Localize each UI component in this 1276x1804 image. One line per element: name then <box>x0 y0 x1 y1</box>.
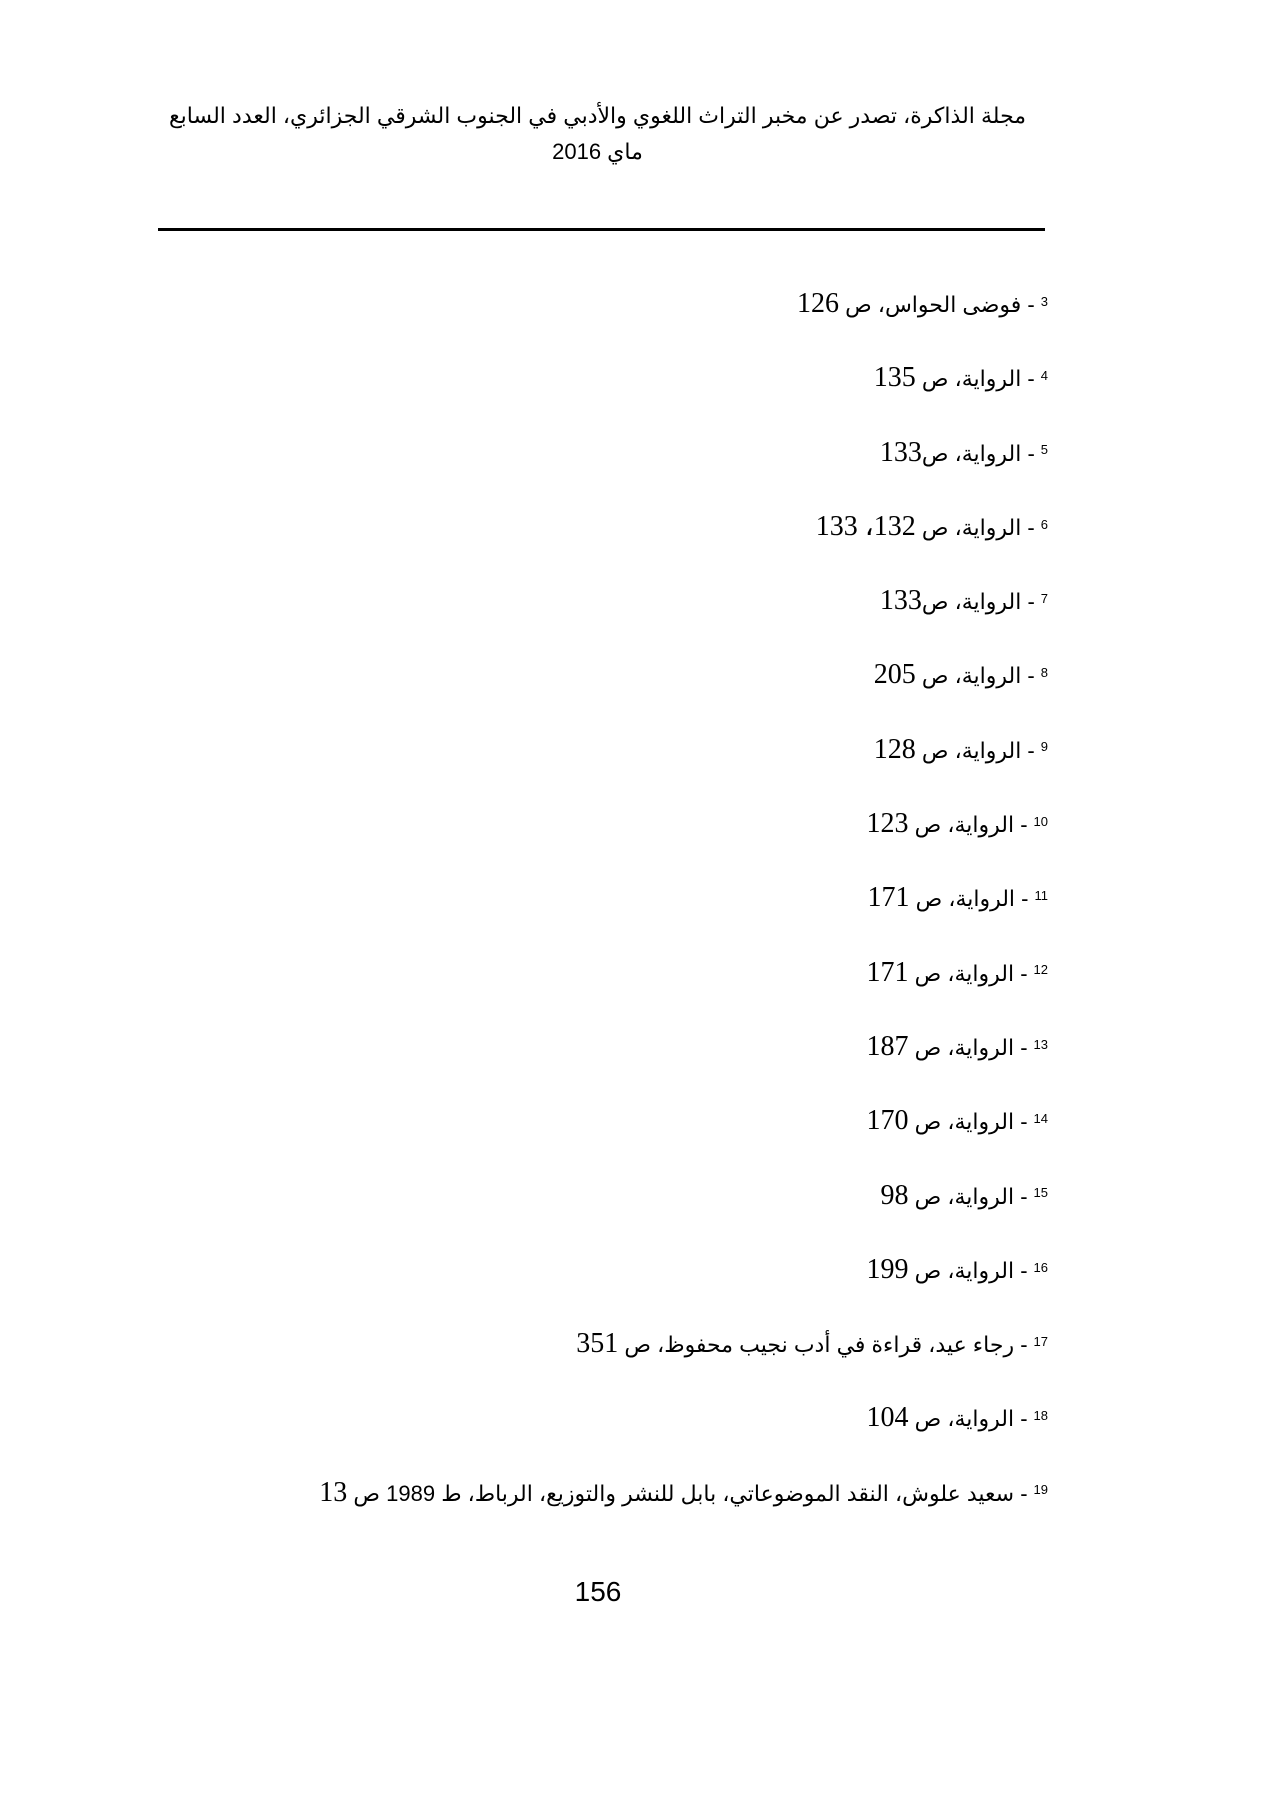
footnote-text: - الرواية، ص <box>908 1034 1028 1060</box>
footnote-text: - الرواية، ص <box>908 1406 1028 1432</box>
footnote-number: 10 <box>1033 813 1048 829</box>
footnote-text: - الرواية، ص <box>915 514 1035 540</box>
footnote-number: 16 <box>1033 1259 1048 1275</box>
footnote-number: 11 <box>1034 888 1048 904</box>
footnote-page-ref: 199 <box>866 1253 909 1285</box>
footnote-text: - الرواية، ص <box>921 440 1035 466</box>
footnote-page-ref: 171 <box>867 882 910 914</box>
footnote-number: 7 <box>1040 590 1048 606</box>
footnote-item <box>148 1467 1048 1541</box>
footnote-item <box>148 278 1048 352</box>
footnote-page-ref: 133 <box>879 585 922 617</box>
header-divider <box>158 228 1045 231</box>
footnote-number: 9 <box>1040 739 1048 755</box>
footnote-item <box>148 798 1048 872</box>
footnote-page-ref: 13 <box>319 1476 348 1508</box>
footnote-page-ref: 126 <box>797 288 840 319</box>
footnote-number: 18 <box>1033 1408 1048 1424</box>
footnote-page-ref: 98 <box>880 1179 909 1211</box>
footnote-item <box>148 501 1048 575</box>
journal-title-line: مجلة الذاكرة، تصدر عن مخبر التراث اللغوي والأدبي في الجنوب الشرقي الجزائري، العدد السابع <box>168 103 1027 128</box>
footnote-item <box>148 1244 1048 1318</box>
footnote-item <box>148 575 1048 649</box>
footnote-page-ref: 133 <box>879 436 922 468</box>
footnote-text: - الرواية، ص <box>915 663 1035 689</box>
footnote-number: 4 <box>1040 367 1048 383</box>
footnote-item <box>148 724 1048 798</box>
footnote-text: - الرواية، ص <box>908 1109 1028 1135</box>
footnote-text: - الرواية، ص <box>908 812 1028 838</box>
footnote-number: 5 <box>1040 442 1048 458</box>
footnote-page-ref: 132، 133 <box>815 510 916 542</box>
footnote-text: - الرواية، ص <box>915 366 1035 392</box>
footnote-item <box>148 1170 1048 1244</box>
footnote-item <box>148 872 1048 946</box>
footnote-page-ref: 171 <box>866 956 909 988</box>
footnote-number: 3 <box>1040 293 1048 309</box>
footnote-text: - الرواية، ص <box>915 737 1035 763</box>
footnote-page-ref: 123 <box>866 808 909 840</box>
footnotes-list <box>148 278 1048 1541</box>
footnote-page-ref: 351 <box>576 1328 619 1360</box>
footnote-number: 14 <box>1033 1110 1048 1126</box>
footnote-text: - الرواية، ص <box>908 960 1028 986</box>
footnote-item <box>148 1095 1048 1169</box>
footnote-number: 17 <box>1033 1333 1048 1349</box>
footnote-page-ref: 135 <box>873 362 916 394</box>
footnote-page-ref: 104 <box>866 1402 909 1434</box>
footnote-number: 19 <box>1033 1482 1048 1498</box>
footnote-text: - رجاء عيد، قراءة في أدب نجيب محفوظ، ص <box>618 1332 1028 1358</box>
footnote-number: 12 <box>1033 962 1048 978</box>
footnote-page-ref: 187 <box>866 1030 909 1062</box>
footnote-item <box>148 1392 1048 1466</box>
footnote-item <box>148 649 1048 723</box>
footnote-text: - الرواية، ص <box>921 589 1035 615</box>
footnote-number: 15 <box>1033 1185 1048 1201</box>
footnote-text: - فوضى الحواس، ص <box>839 292 1035 317</box>
footnote-item <box>148 1021 1048 1095</box>
footnote-item <box>148 352 1048 426</box>
footnote-text: - الرواية، ص <box>908 1257 1028 1283</box>
footnote-text: - الرواية، ص <box>908 1183 1028 1209</box>
footnote-item <box>148 1318 1048 1392</box>
footnote-item <box>148 427 1048 501</box>
journal-issue-date: ماي 2016 <box>552 139 643 164</box>
footnote-number: 13 <box>1033 1036 1048 1052</box>
footnote-page-ref: 170 <box>866 1105 909 1137</box>
journal-header <box>150 98 1045 170</box>
footnote-number: 6 <box>1040 516 1048 532</box>
footnote-page-ref: 128 <box>873 733 916 765</box>
footnote-text: - الرواية، ص <box>909 886 1029 912</box>
footnote-text: - سعيد علوش، النقد الموضوعاتي، بابل للنشر والتوزيع، الرباط، ط 1989 ص <box>347 1480 1028 1506</box>
footnote-page-ref: 205 <box>873 659 916 691</box>
footnote-number: 8 <box>1040 665 1048 681</box>
page-number: 156 <box>574 1576 622 1607</box>
footnote-item <box>148 947 1048 1021</box>
